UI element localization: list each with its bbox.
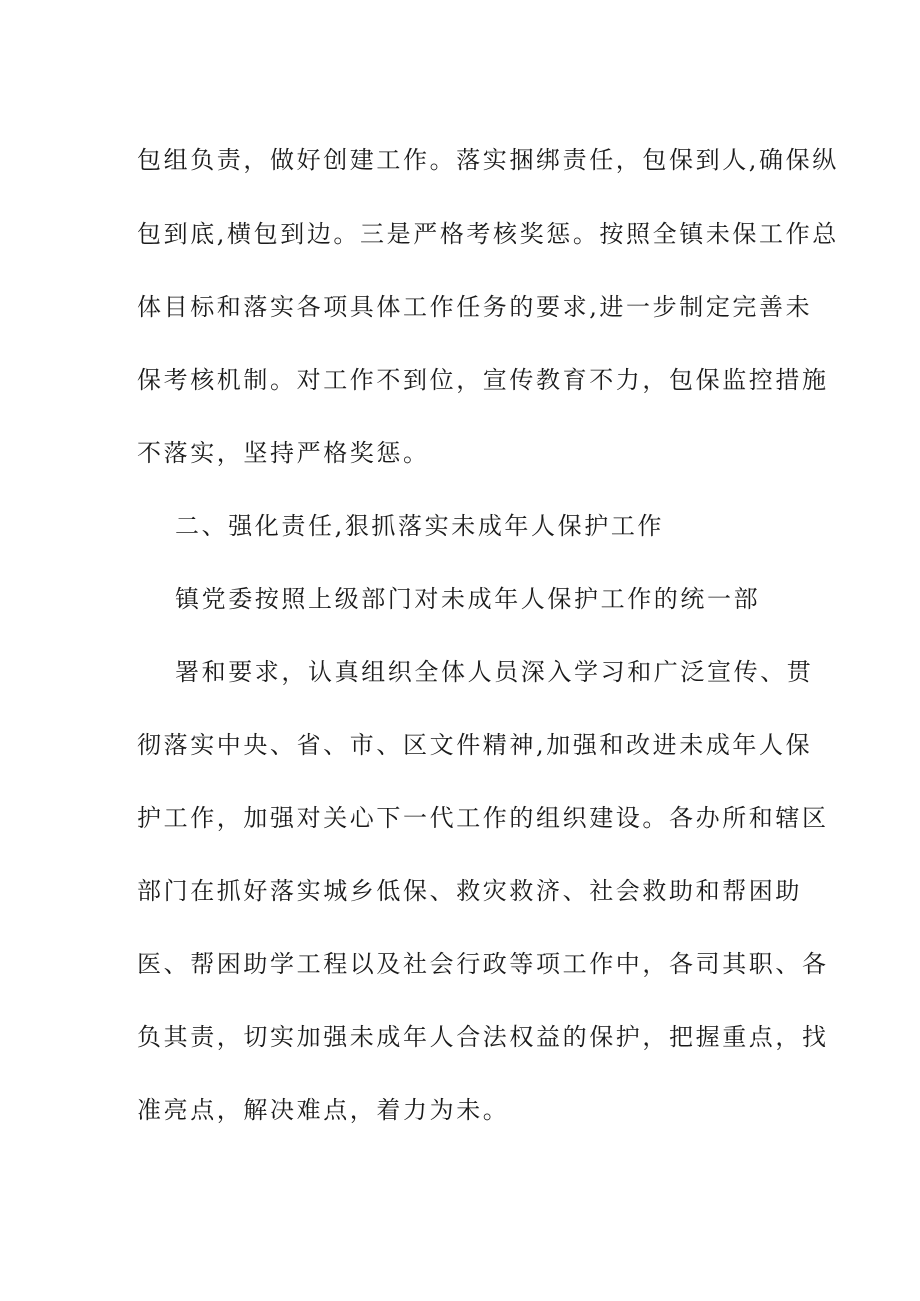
text-line-10: 护工作，加强对关心下一代工作的组织建设。各办所和辖区 [137, 804, 829, 832]
text-line-7: 镇党委按照上级部门对未成年人保护工作的统一部 [175, 585, 761, 613]
text-line-3: 体目标和落实各项具体工作任务的要求,进一步制定完善未 [137, 293, 813, 321]
text-line-5: 不落实，坚持严格奖惩。 [137, 439, 430, 467]
text-line-8: 署和要求，认真组织全体人员深入学习和广泛宣传、贯 [175, 658, 814, 686]
text-line-11: 部门在抓好落实城乡低保、救灾救济、社会救助和帮困助 [137, 877, 802, 905]
text-line-2: 包到底,横包到边。三是严格考核奖惩。按照全镇未保工作总 [137, 220, 839, 248]
text-line-13: 负其责，切实加强未成年人合法权益的保护，把握重点，找 [137, 1023, 829, 1051]
text-line-1: 包组负责，做好创建工作。落实捆绑责任，包保到人,确保纵 [137, 146, 839, 174]
text-line-4: 保考核机制。对工作不到位，宣传教育不力，包保监控措施 [137, 366, 829, 394]
text-line-14: 准亮点，解决难点，着力为未。 [137, 1096, 510, 1124]
text-line-12: 医、帮困助学工程以及社会行政等项工作中，各司其职、各 [137, 950, 829, 978]
section-heading: 二、强化责任,狠抓落实未成年人保护工作 [175, 512, 665, 540]
text-line-9: 彻落实中央、省、市、区文件精神,加强和改进未成年人保 [137, 731, 813, 759]
